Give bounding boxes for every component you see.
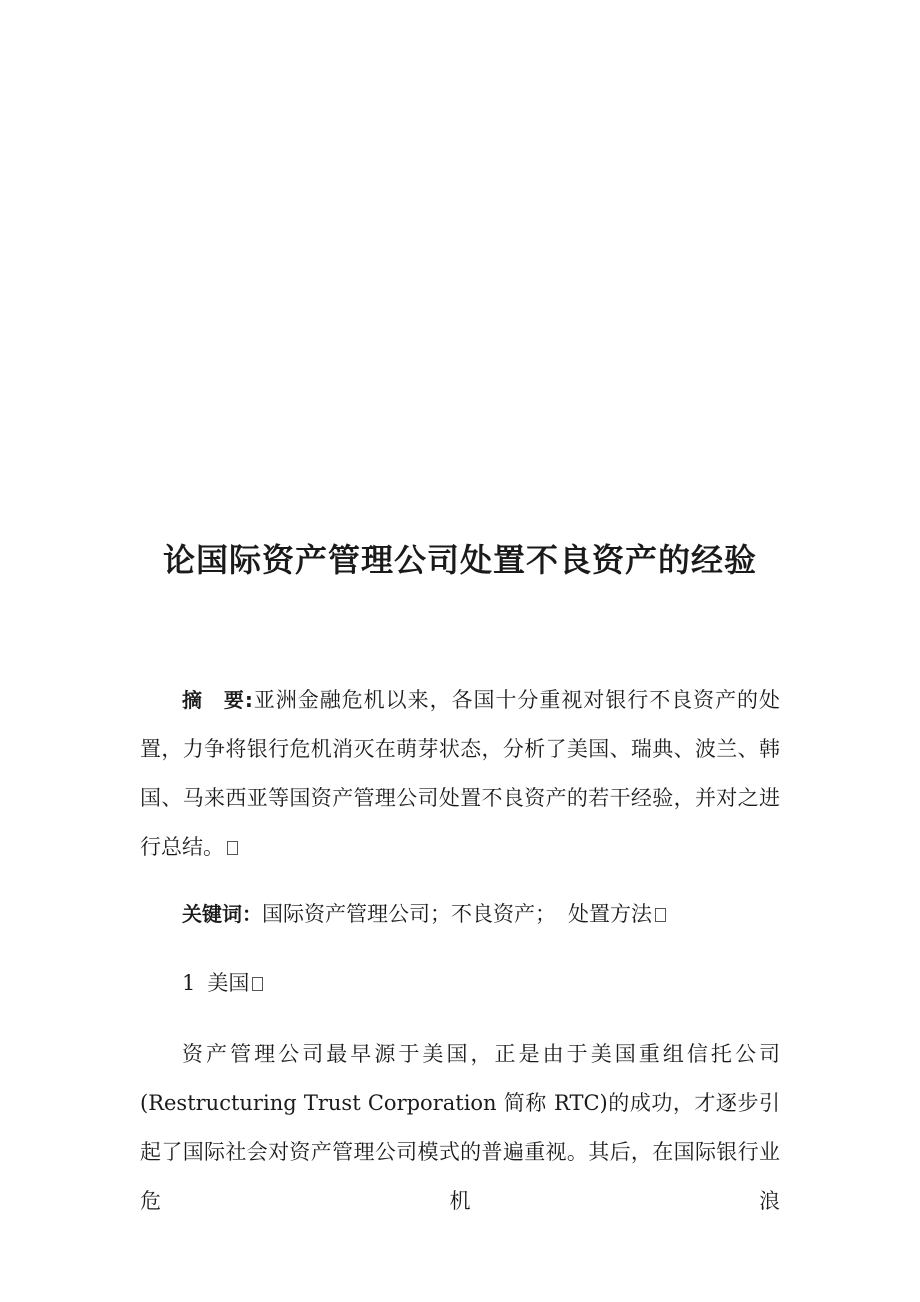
paragraph-mark-icon [655, 908, 666, 922]
abstract-label-colon: : [244, 688, 253, 712]
keywords-line [140, 890, 780, 939]
document-title: 论国际资产管理公司处置不良资产的经验 [162, 541, 757, 579]
paragraph-mark-icon [227, 841, 238, 855]
keyword-item: 处置方法 [568, 902, 652, 926]
paragraph-mark-icon [252, 977, 263, 991]
keyword-item: 不良资产； [451, 902, 556, 926]
keywords-label: 关键词： [182, 902, 262, 926]
body-paragraph: 资产管理公司最早源于美国，正是由于美国重组信托公司(Restructuring Trust Corporation 简称 RTC)的成功，才逐步引起了国际社会对资产管理公司模式的普遍重视。其后，在国际银行业危机浪 [140, 1042, 780, 1213]
abstract-text: 亚洲金融危机以来，各国十分重视对银行不良资产的处置，力争将银行危机消灭在萌芽状态，分析了美国、瑞典、波兰、韩国、马来西亚等国资产管理公司处置不良资产的若干经验，并对之进行总结。 [140, 688, 781, 859]
abstract-paragraph [140, 676, 780, 872]
abstract-label-a: 摘 [182, 688, 203, 712]
keyword-item: 国际资产管理公司； [262, 902, 451, 926]
abstract-label [182, 688, 253, 712]
abstract-label-b: 要 [222, 688, 245, 712]
section-heading [140, 959, 780, 1008]
section-title: 美国 [207, 971, 250, 995]
section-number: 1 [182, 971, 196, 995]
